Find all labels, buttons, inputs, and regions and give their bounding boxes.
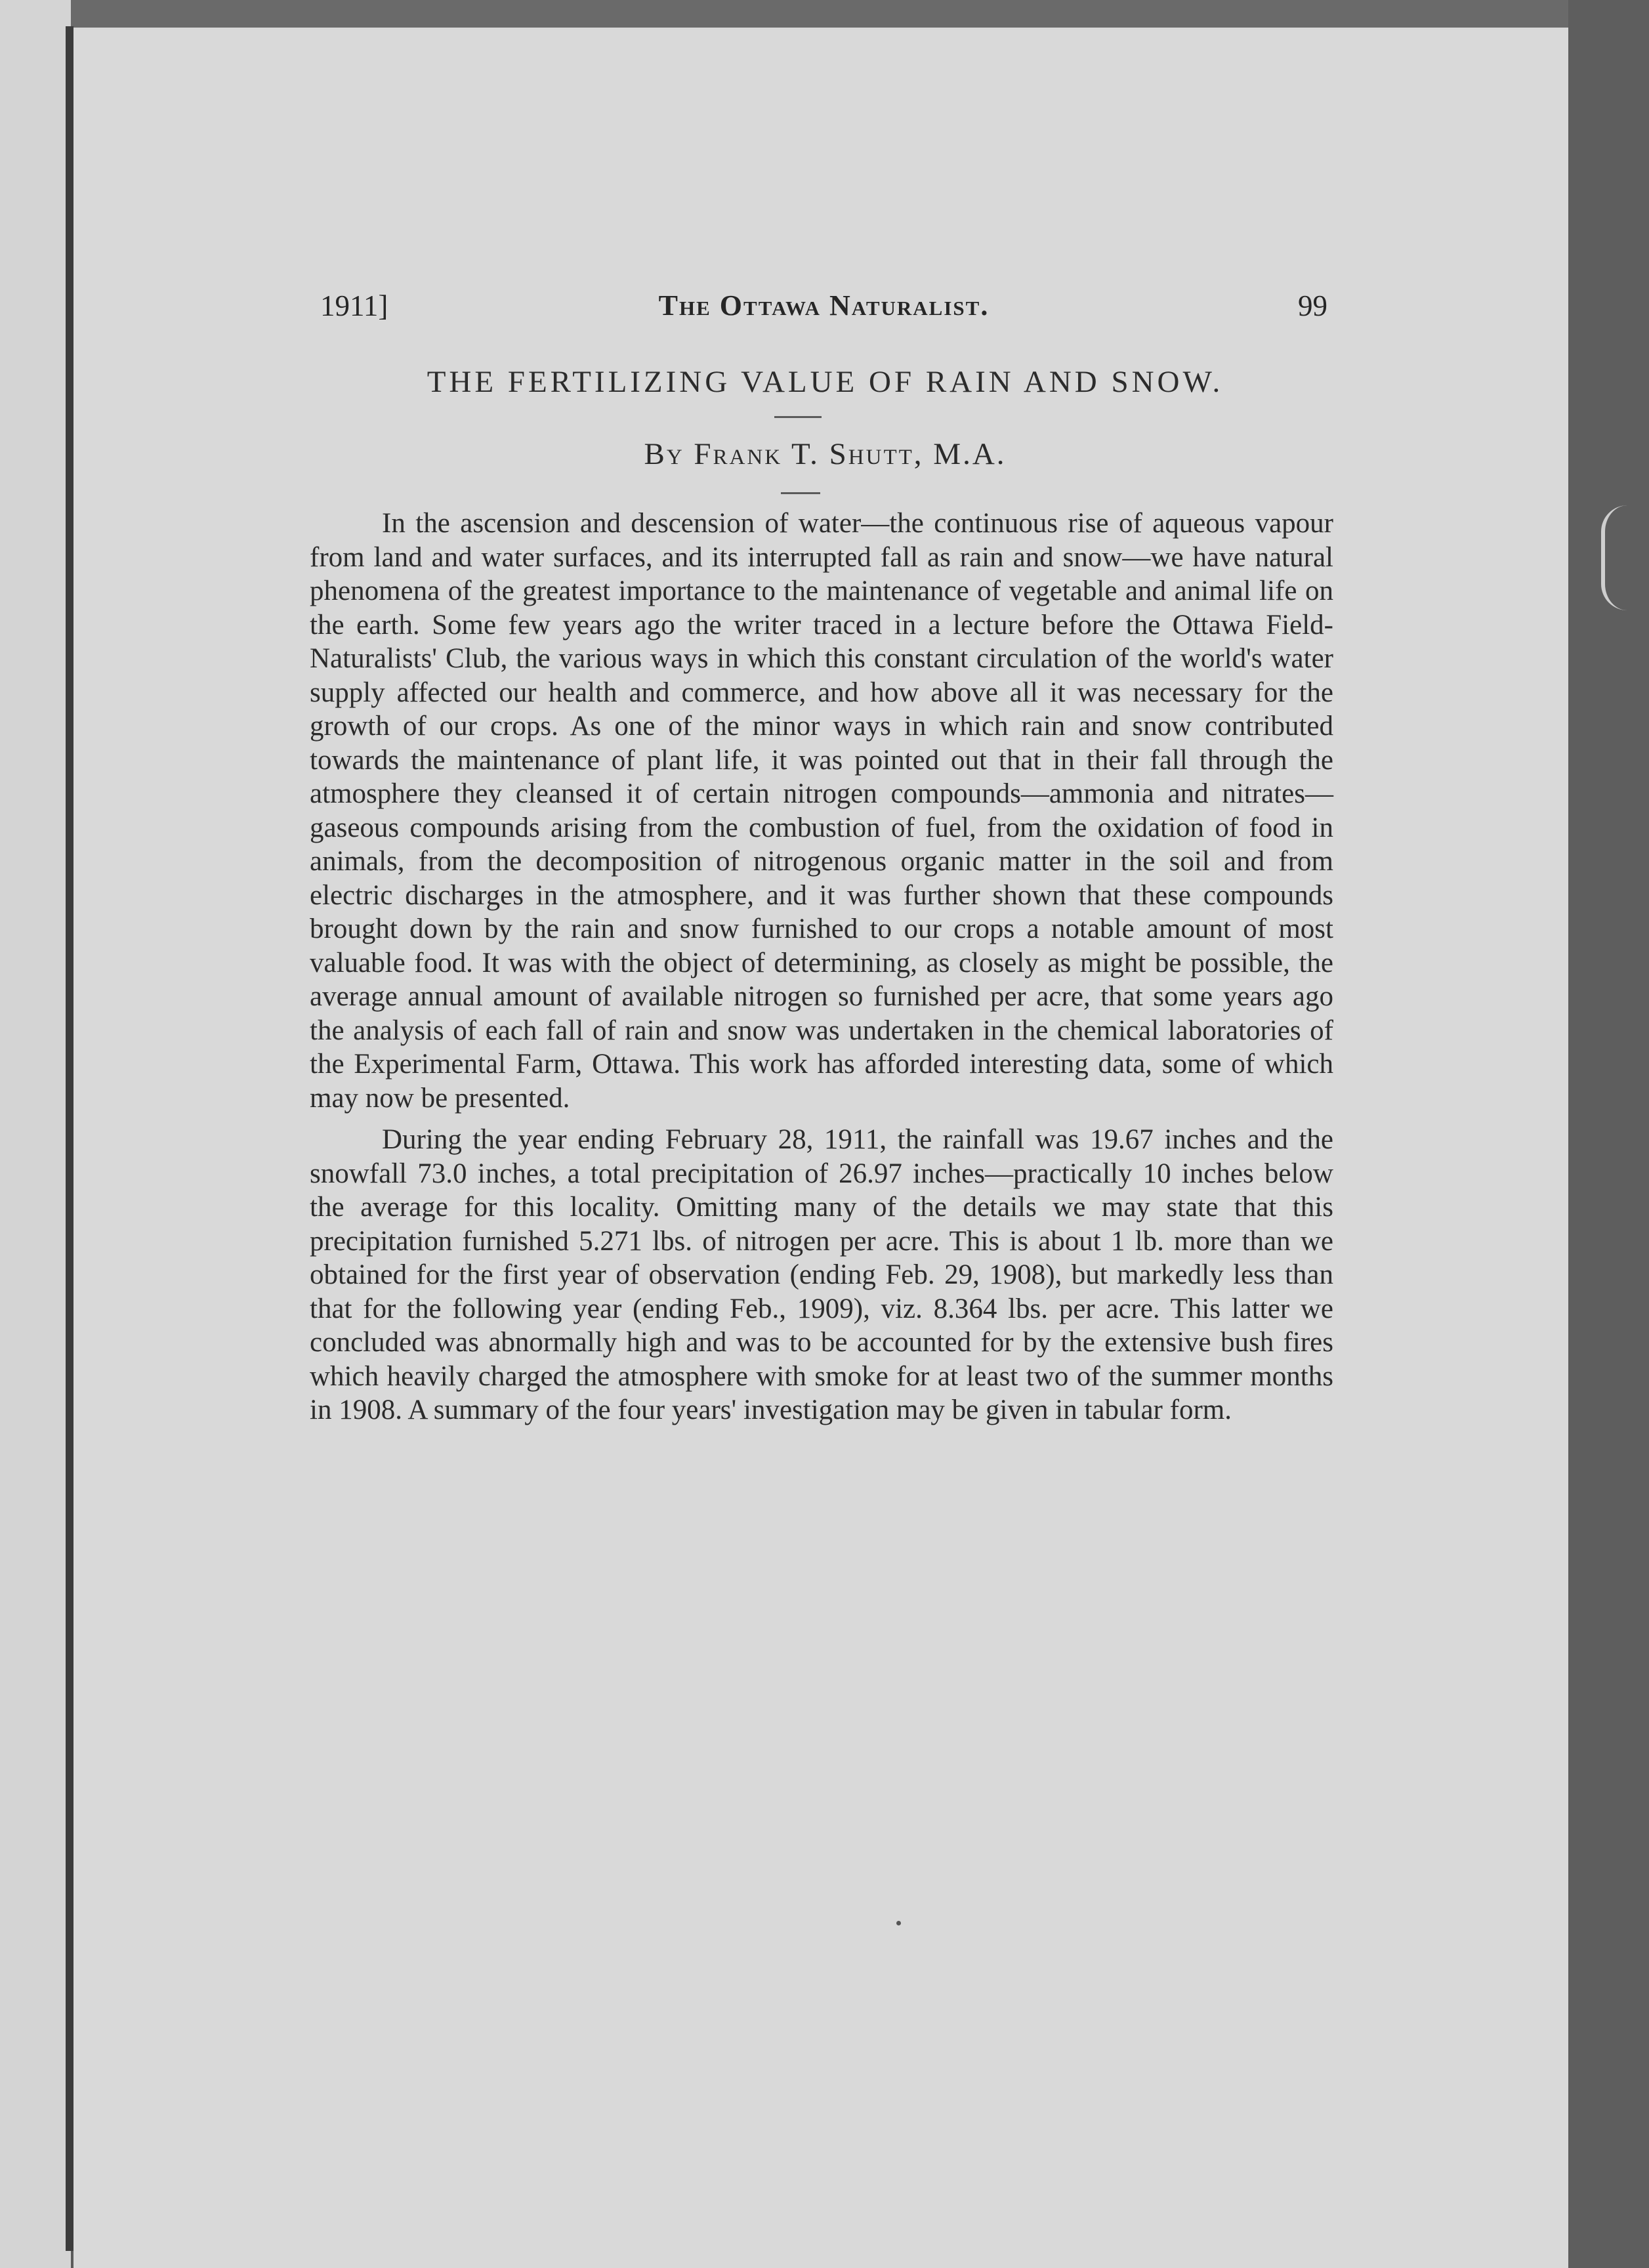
byline-rule xyxy=(781,492,820,494)
page-number: 99 xyxy=(1298,289,1327,322)
article-title: THE FERTILIZING VALUE OF RAIN AND SNOW. xyxy=(427,365,1224,399)
article-body xyxy=(310,507,1333,1427)
scan-speck xyxy=(896,1921,901,1925)
book-spine-shadow xyxy=(66,26,73,2251)
scan-right-border xyxy=(1568,0,1649,2268)
facing-page-edge xyxy=(0,0,71,2268)
running-head-year: 1911] xyxy=(320,289,388,322)
running-head xyxy=(320,289,1327,328)
body-paragraph-2: During the year ending February 28, 1911, the rainfall was 19.67 inches and the snowfall 73.0 inches, a total precipitation of 26.97 inches—practically 10 inches below the average for this locality. Omitting many of the details we may state that this precipitation furnished 5.271 lbs. of nitrogen per acre. This is about 1 lb. more than we obtained for the first year of observation (ending Feb. 29, 1908), but markedly less than that for the following year (ending Feb., 1909), viz. 8.364 lbs. per acre. This latter we concluded was abnormally high and was to be accounted for by the extensive bush fires which heavily charged the atmosphere with smoke for at least two of the summer months in 1908. A summary of the four years' investigation may be given in tabular form. xyxy=(310,1124,1333,1425)
scan-edge-mark xyxy=(1601,505,1631,610)
running-head-journal-title: The Ottawa Naturalist. xyxy=(658,289,990,322)
article-byline: By Frank T. Shutt, M.A. xyxy=(644,437,1007,471)
title-rule xyxy=(774,416,822,418)
body-paragraph-1: In the ascension and descension of water—the continuous rise of aqueous vapour from land and water surfaces, and its interrupted fall as rain and snow—we have natural phenomena of the greatest importance to the maintenance of vegetable and animal life on the earth. Some few years ago the writer traced in a lecture before the Ottawa Field-Naturalists' Club, the various ways in which this constant circulation of the world's water supply affected our health and commerce, and how above all it was necessary for the growth of our crops. As one of the minor ways in which rain and snow contributed towards the maintenance of plant life, it was pointed out that in their fall through the atmosphere they cleansed it of certain nitrogen compounds—ammonia and nitrates—gaseous compounds arising from the combustion of fuel, from the oxidation of food in animals, from the decomposition of nitrogenous organic matter in the soil and from electric discharges in the atmosphere, and it was further shown that these compounds brought down by the rain and snow furnished to our crops a notable amount of most valuable food. It was with the object of determining, as closely as might be possible, the average annual amount of available nitrogen so furnished per acre, that some years ago the analysis of each fall of rain and snow was undertaken in the chemical laboratories of the Experimental Farm, Ottawa. This work has afforded interesting data, some of which may now be presented. xyxy=(310,508,1333,1114)
scan-top-border xyxy=(0,0,1649,28)
